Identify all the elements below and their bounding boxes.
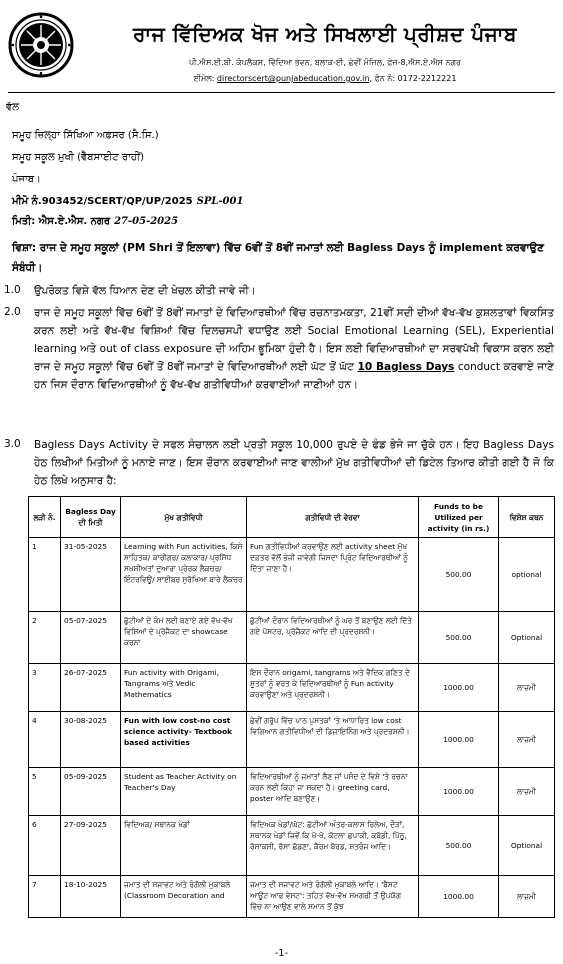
cell-serial: 6 [29, 816, 61, 876]
table-row [29, 876, 555, 918]
cell-serial: 5 [29, 768, 61, 816]
para-1: ਉਪਰੋਕਤ ਵਿਸ਼ੇ ਵੱਲ ਧਿਆਨ ਦੇਣ ਦੀ ਖੇਚਲ ਕੀਤੀ ਜਾਵੇ ਜੀ। [34, 285, 256, 297]
header-funds: Funds to be Utilized per activity (in rs.) [419, 497, 499, 538]
cell-details: ਵਿਦਿਅਕ ਖੇਡਾਂ/ਘੱਟ: ਛੋਟੀਆਂ ਅੰਤਰ-ਕਲਾਸ ਰਿਲੇਅ, ਦੌੜਾਂ, ਸਥਾਨਕ ਖੇਡਾਂ ਜਿਵੇਂ ਕਿ ਖੋ-ਖੋ, ਕੋਟਲਾ ਛਪਾਕੀ, ਕਬੱਡੀ, ਪਿੱਠੂ, ਰੱਸਾਕਸ਼ੀ, ਰੱਸਾ ਛੱਡਣਾ, ਕੈਰਮ ਬੋਰਡ, ਸ਼ਤਰੰਜ ਆਦਿ। [247, 816, 419, 876]
org-address: ਪੀ.ਐਸ.ਈ.ਬੀ. ਕੰਪਲੈਕਸ, ਵਿੱਦਿਆ ਭਵਨ, ਬਲਾਕ-ਈ, ਛੇਵੀਂ ਮੰਜਿਲ, ਫੇਜ਼-8,ਐਸ.ਏ.ਐਸ ਨਗਰ [189, 58, 461, 67]
cell-funds: 1000.00 [419, 712, 499, 768]
table-row [29, 612, 555, 664]
phone-text: , ਫੋਨ ਨੰ: 0172-2212221 [369, 74, 457, 83]
cell-activity: Learning with Fun activities, ਕਿਸੇ ਸਾਹਿਤਕ/ ਕਾਰੀਗਰ/ ਕਲਾਕਾਰ/ ਪ੍ਰਸਿੱਧ ਸਖਸ਼ੀਅਤਾਂ ਦੁਆਰਾ ਪ੍ਰੇਰਕ ਲੈਕਚਰ/ ਇੰਟਰਵਿਊ/ ਸਾਈਬਰ ਸੁਰੱਖਿਆ ਬਾਰੇ ਲੈਕਚਰ [121, 538, 247, 612]
table-row [29, 538, 555, 612]
cell-date: 26-07-2025 [61, 664, 121, 712]
header-date: Bagless Day ਦੀ ਮਿਤੀ [61, 497, 121, 538]
memo-date [12, 216, 178, 227]
cell-remarks: ਲਾਜ਼ਮੀ [499, 712, 555, 768]
table-row [29, 816, 555, 876]
para-2-tail: conduct ਕਰਵਾਏ ਜਾਣੇ ਹਨ ਜਿਸ ਦੌਰਾਨ ਵਿਦਿਆਰਥੀਆਂ ਨੂੰ ਵੱਖ-ਵੱਖ ਗਤੀਵਿਧੀਆਂ ਕਰਵਾਈਆਂ ਜਾਣੀਆਂ ਹਨ। [34, 361, 554, 391]
cell-activity: ਜਮਾਤ ਦੀ ਸਜਾਵਟ ਅਤੇ ਰੰਗੋਲੀ ਮੁਕਾਬਲੇ (Classroom Decoration and [121, 876, 247, 918]
cell-activity: Student as Teacher Activity on Teacher's Day [121, 768, 247, 816]
cell-date: 30-08-2025 [61, 712, 121, 768]
cell-activity: Fun with low cost-no cost science activity- Textbook based activities [121, 712, 247, 768]
cell-serial: 2 [29, 612, 61, 664]
activity-table [28, 496, 555, 918]
cell-date: 27-09-2025 [61, 816, 121, 876]
table-row [29, 712, 555, 768]
cell-serial: 4 [29, 712, 61, 768]
para-2-text: ਰਾਜ ਦੇ ਸਮੂਹ ਸਕੂਲਾਂ ਵਿੱਚ 6ਵੀਂ ਤੋਂ 8ਵੀਂ ਜਮਾਤਾਂ ਦੇ ਵਿਦਿਆਰਥੀਆਂ ਵਿੱਚ ਰਚਨਾਤਮਕਤਾ, 21ਵੀਂ ਸਦੀ ਦੀਆਂ ਵੱਖ-ਵੱਖ ਕੁਸ਼ਲਤਾਵਾਂ ਵਿਕਸਿਤ ਕਰਨ ਲਈ ਅਤੇ ਵੱਖ-ਵੱਖ ਵਿਸ਼ਿਆਂ ਵਿੱਚ ਦਿਲਚਸਪੀ ਵਧਾਉਣ ਲਈ Social Emotional Learning (SEL), Experiential learning ਅਤੇ out of class exposure ਦੀ ਅਹਿਮ ਭੂਮਿਕਾ ਹੁੰਦੀ ਹੈ। ਇਸ ਲਈ ਵਿਦਿਆਰਥੀਆਂ ਦਾ ਸਰਵਪੱਖੀ ਵਿਕਾਸ ਕਰਨ ਲਈ ਰਾਜ ਦੇ ਸਮੂਹ ਸਕੂਲਾਂ ਵਿੱਚ 6ਵੀਂ ਤੋਂ 8ਵੀਂ ਜਮਾਤਾਂ ਦੇ ਵਿਦਿਆਰਥੀਆਂ ਲਈ ਘੱਟ ਤੋਂ ਘੱਟ [34, 307, 554, 373]
cell-activity: ਛੁੱਟੀਆਂ ਦੇ ਕੰਮ ਲਈ ਬਣਾਏ ਗਏ ਵੱਖ-ਵੱਖ ਵਿਸ਼ਿਆਂ ਦੇ ਪ੍ਰੋਜੈਕਟ ਦਾ showcase ਕਰਨਾ [121, 612, 247, 664]
subject-label: ਵਿਸ਼ਾ: [12, 242, 37, 254]
cell-funds: 1000.00 [419, 876, 499, 918]
cell-remarks: ਲਾਜ਼ਮੀ [499, 664, 555, 712]
cell-serial: 7 [29, 876, 61, 918]
cell-remarks: ਲਾਜ਼ਮੀ [499, 876, 555, 918]
recipient-line-2: ਸਮੂਹ ਸਕੂਲ ਮੁਖੀ (ਵੈੱਬਸਾਈਟ ਰਾਹੀਂ) [12, 152, 144, 163]
page-number: -1- [274, 948, 289, 959]
header-divider [8, 92, 555, 93]
recipient-line-1: ਸਮੂਹ ਜ਼ਿਲ੍ਹਾ ਸਿੱਖਿਆ ਅਫ਼ਸਰ (ਸੈ.ਸਿ.) [12, 130, 159, 141]
to-label: ਵੱਲ [6, 102, 20, 113]
cell-funds: 500.00 [419, 816, 499, 876]
cell-remarks: Optional [499, 816, 555, 876]
subject [12, 238, 552, 278]
memo-text: ਮੀਮੋ ਨੰ.903452/SCERT/QP/UP/2025 [12, 196, 193, 207]
cell-details: ਛੁੱਟੀਆਂ ਦੌਰਾਨ ਵਿਦਿਆਰਥੀਆਂ ਨੂੰ ਘਰ ਤੋਂ ਬਣਾਉਣ ਲਈ ਦਿੱਤੇ ਗਏ ਪੋਸਟਰ, ਪ੍ਰੋਜੈਕਟ ਆਦਿ ਦੀ ਪ੍ਰਦਰਸ਼ਨੀ। [247, 612, 419, 664]
cell-date: 31-05-2025 [61, 538, 121, 612]
org-title: ਰਾਜ ਵਿੱਦਿਅਕ ਖੋਜ ਅਤੇ ਸਿਖਲਾਈ ਪ੍ਰੀਸ਼ਦ ਪੰਜਾਬ [133, 22, 517, 46]
cell-activity: ਵਿਦਿਅਕ/ ਸਥਾਨਕ ਖੇਡਾਂ [121, 816, 247, 876]
cell-funds: 1000.00 [419, 664, 499, 712]
table-header-row [29, 497, 555, 538]
cell-funds: 1000.00 [419, 768, 499, 816]
cell-serial: 1 [29, 538, 61, 612]
header-serial: ਲੜੀ ਨੰ. [29, 497, 61, 538]
recipient-line-3: ਪੰਜਾਬ। [12, 174, 41, 185]
cell-activity: Fun activity with Origami, Tangrams ਅਤੇ Vedic Mathematics [121, 664, 247, 712]
cell-details: Fun ਗਤੀਵਿਧੀਆਂ ਕਰਵਾਉਣ ਲਈ activity sheet ਮੁੱਖ ਦਫ਼ਤਰ ਵੱਲੋਂ ਭੇਜੀ ਜਾਵੇਗੀ ਜਿਸਦਾ ਪ੍ਰਿੰਟ ਵਿਦਿਆਰਥੀਆਂ ਨੂੰ ਦਿੱਤਾ ਜਾਣਾ ਹੈ। [247, 538, 419, 612]
cell-date: 05-07-2025 [61, 612, 121, 664]
date-label: ਮਿਤੀ: ਐਸ.ਏ.ਐਸ. ਨਗਰ [12, 216, 111, 227]
cell-remarks: ਲਾਜ਼ਮੀ [499, 768, 555, 816]
para-2-number: 2.0 [4, 306, 21, 318]
table-row [29, 768, 555, 816]
cell-serial: 3 [29, 664, 61, 712]
cell-date: 05-09-2025 [61, 768, 121, 816]
memo-handwritten: SPL-001 [196, 196, 244, 207]
email-label: ਈਮੇਲ: [193, 74, 217, 83]
cell-details: ਛੇਵੀਂ ਗਰੁੱਪ ਵਿੱਚ ਪਾਠ ਪੁਸਤਕਾਂ 'ਤੇ ਆਧਾਰਿਤ low cost ਵਿਗਿਆਨ ਗਤੀਵਿਧੀਆਂ ਦੀ ਡਿਜ਼ਾਇਨਿੰਗ ਅਤੇ ਪ੍ਰਦਰਸ਼ਨੀ। [247, 712, 419, 768]
date-handwritten: 27-05-2025 [114, 216, 179, 227]
cell-funds: 500.00 [419, 538, 499, 612]
memo-number [12, 196, 243, 207]
org-contact [95, 74, 555, 84]
para-2-bold: 10 Bagless Days [357, 361, 455, 373]
email-link[interactable]: directorscert@punjabeducation.gov.in [216, 74, 370, 83]
cell-funds: 500.00 [419, 612, 499, 664]
header-activity: ਮੁੱਖ ਗਤੀਵਿਧੀ [121, 497, 247, 538]
cell-remarks: Optional [499, 612, 555, 664]
para-2 [34, 304, 554, 394]
scert-emblem-icon [8, 12, 74, 78]
cell-date: 18-10-2025 [61, 876, 121, 918]
table-row [29, 664, 555, 712]
cell-details: ਜਮਾਤ ਦੀ ਸਜਾਵਟ ਅਤੇ ਰੰਗੋਲੀ ਮੁਕਾਬਲੇ ਆਦਿ। 'ਬੈਸਟ ਆਊਟ ਆਫ ਵੇਸਟ': ਤਹਿਤ ਵੱਖ-ਵੱਖ ਸਮਗਰੀ ਤੋਂ ਉਪਯੋਗ ਵਿੱਚ ਨਾ ਆਉਣ ਵਾਲੇ ਸਮਾਨ ਤੋਂ ਕੁੱਝ [247, 876, 419, 918]
cell-details: ਇਸ ਦੌਰਾਨ origami, tangrams ਅਤੇ ਵੈਦਿਕ ਗਣਿਤ ਦੇ ਸੂਤਰਾਂ ਨੂੰ ਵਰਤ ਕੇ ਵਿਦਿਆਰਥੀਆਂ ਨੂੰ Fun activity ਕਰਵਾਉਣਾ ਅਤੇ ਪ੍ਰਦਰਸ਼ਨੀ। [247, 664, 419, 712]
para-3: Bagless Days Activity ਦੇ ਸਫਲ ਸੰਚਾਲਨ ਲਈ ਪ੍ਰਤੀ ਸਕੂਲ 10,000 ਰੁਪਏ ਦੇ ਫੰਡ ਭੇਜੇ ਜਾ ਚੁੱਕੇ ਹਨ। ਇਹ Bagless Days ਹੇਠ ਲਿਖੀਆਂ ਮਿਤੀਆਂ ਨੂੰ ਮਨਾਏ ਜਾਣ। ਇਸ ਦੌਰਾਨ ਕਰਵਾਈਆਂ ਜਾਣ ਵਾਲੀਆਂ ਮੁੱਖ ਗਤੀਵਿਧੀਆਂ ਦੀ ਡਿਟੇਲ ਤਿਆਰ ਕੀਤੀ ਗਈ ਹੈ ਜੋ ਕਿ ਹੇਠ ਲਿਖੇ ਅਨੁਸਾਰ ਹੈ: [34, 439, 554, 487]
para-1-number: 1.0 [4, 284, 21, 296]
header-remarks: ਵਿਸ਼ੇਸ਼ ਕਥਨ [499, 497, 555, 538]
header-details: ਗਤੀਵਿਧੀ ਦੀ ਵੇਰਵਾ [247, 497, 419, 538]
subject-text: ਰਾਜ ਦੇ ਸਮੂਹ ਸਕੂਲਾਂ (PM Shri ਤੋਂ ਇਲਾਵਾ) ਵਿੱਚ 6ਵੀਂ ਤੋਂ 8ਵੀਂ ਜਮਾਤਾਂ ਲਈ Bagless Days ਨੂੰ implement ਕਰਵਾਉਣ ਸੰਬੰਧੀ। [12, 242, 544, 274]
cell-remarks: optional [499, 538, 555, 612]
para-3-number: 3.0 [4, 438, 21, 450]
cell-details: ਵਿਦਿਆਰਥੀਆਂ ਨੂੰ ਜਮਾਤਾਂ ਲੈਣ ਜਾਂ ਪਸੰਦ ਦੇ ਵਿਸ਼ੇ 'ਤੇ ਰਚਨਾ ਕਰਨ ਲਈ ਕਿਹਾ ਜਾ ਸਕਦਾ ਹੈ। greeting card, poster ਆਦਿ ਬਣਾਉਣ। [247, 768, 419, 816]
